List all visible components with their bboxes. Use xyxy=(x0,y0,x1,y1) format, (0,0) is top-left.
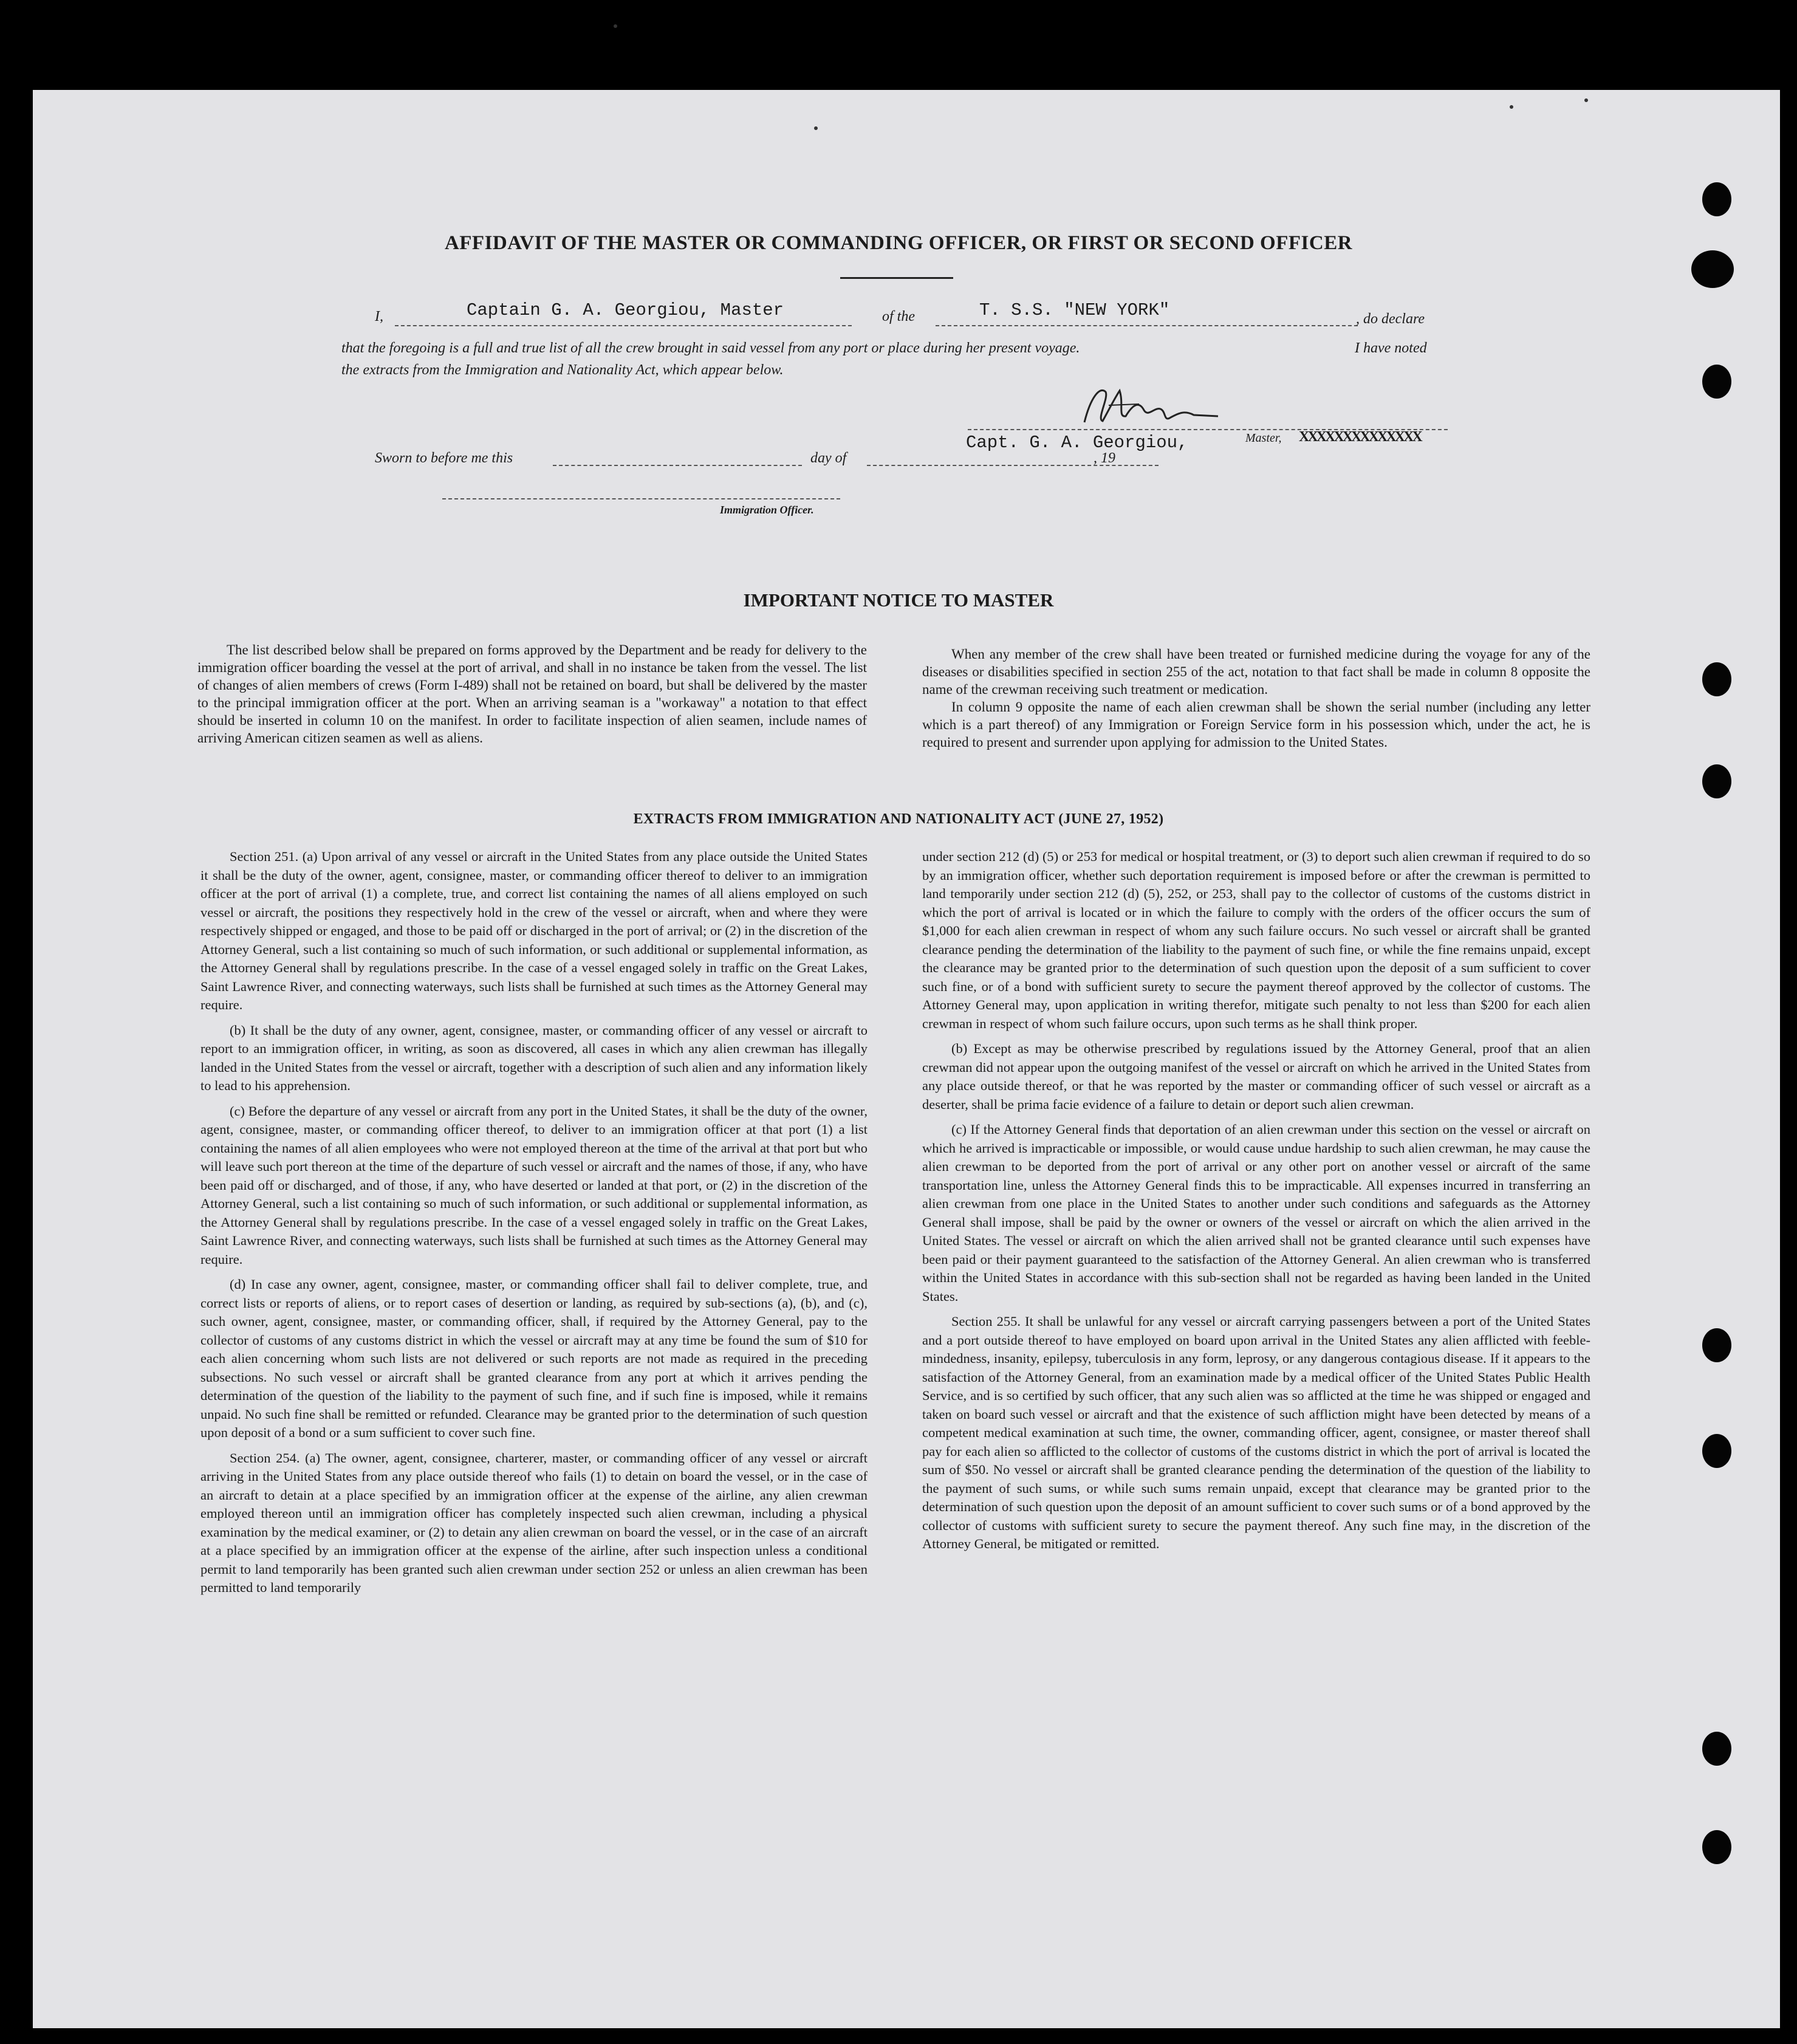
act-paragraph: (b) It shall be the duty of any owner, agent, consignee, master, or commanding officer of any vessel or aircraft to report to an immigration officer, in writing, as soon as discovered, all cases in which any alien crewman has illegally landed in the United States from the vessel or aircraft, together with a description of such alien and any information likely to lead to his apprehension. xyxy=(200,1022,868,1093)
do-declare-label: , do declare xyxy=(1356,311,1425,327)
speck xyxy=(1584,98,1588,102)
master-name-field: Captain G. A. Georgiou, Master xyxy=(467,300,784,320)
i-label: I, xyxy=(375,309,383,324)
notice-heading: IMPORTANT NOTICE TO MASTER xyxy=(743,589,1054,611)
act-paragraph: (c) If the Attorney General finds that deportation of an alien crewman under this section on the vessel or aircraft on which he arrived is impracticable or impossible, or would cause undue hardship to such alien crewman, he may cause the alien crewman to be deported from the port of arrival or any other port on another vessel or aircraft of the same transportation line, unless the Attorney General finds this to be impracticable. All expenses incurred in transferring an alien crewman from one place in the United States to another under such conditions and safeguards as the Attorney General shall impose, shall be paid by the owner or owners of the vessel or aircraft on which the alien arrived in the United States. The vessel or aircraft on which the alien arrived shall not be granted clearance until such expenses have been paid or their payment guaranteed to the satisfaction of the Attorney General. An alien crewman who is transferred within the United States in accordance with this sub-section shall not be regarded as having been landed in the United States. xyxy=(922,1122,1590,1304)
notice-paragraph: The list described below shall be prepared on forms approved by the Department and be ready for delivery to the immigration officer boarding the vessel at the port of arrival, and shall in no instance be taken from the vessel. The list of changes of alien members of crews (Form I-489) shall not be retained on board, but shall be delivered by the master to the principal immigration officer at the port. When an arriving seaman is a "workaway" a notation to that effect should be inserted in column 10 on the manifest. In order to facilitate inspection of alien seamen, include names of arriving American citizen seamen as well as aliens. xyxy=(197,642,867,746)
extracts-right-column xyxy=(922,848,1590,1560)
act-paragraph: under section 212 (d) (5) or 253 for medical or hospital treatment, or (3) to deport such alien crewman if required to do so by an immigration officer, whether such deportation requirement is imposed before or after the crewman is permitted to land temporarily under section 212 (d) (5), 252, or 253, shall pay to the collector of customs of the customs district in which the port of arrival is located or in which the failure to comply with the orders of the officer occurs the sum of $1,000 for each alien crewman in respect of whom any such failure occurs. No such vessel or aircraft shall be granted clearance pending the determination of the liability to the payment of such fine, or while the fine remains unpaid, except the clearance may be granted prior to the determination of such question upon the deposit of a sum sufficient to cover such fine, or of a bond with sufficient surety to secure the payment thereof approved by the collector of customs. The Attorney General may, upon application in writing therefor, mitigate such penalty to not less than $200 for each alien crewman in respect of whom such failure occurs, upon such terms as he shall think proper. xyxy=(922,849,1590,1031)
declaration-line-2: the extracts from the Immigration and Nationality Act, which appear below. xyxy=(341,362,784,378)
day-of-label: day of xyxy=(810,450,847,466)
act-paragraph: (b) Except as may be otherwise prescribed by regulations issued by the Attorney General, proof that an alien crewman did not appear upon the outgoing manifest of the vessel or aircraft on which he arrived in the United States from any place outside thereof, or that he was reported by the master or commanding officer of such vessel or aircraft as a deserter, shall be prima facie evidence of a failure to detain or deport such alien crewman. xyxy=(922,1041,1590,1112)
binder-hole xyxy=(1702,662,1731,696)
vessel-name-field: T. S.S. "NEW YORK" xyxy=(979,300,1170,320)
binder-hole xyxy=(1702,1434,1731,1468)
signer-typed-name: Capt. G. A. Georgiou, xyxy=(966,433,1188,453)
notice-left-column xyxy=(197,641,867,753)
binder-hole xyxy=(1702,764,1731,798)
act-paragraph: (d) In case any owner, agent, consignee, master, or commanding officer shall fail to deliver complete, true, and correct lists or reports of aliens, or to report cases of desertion or landing, as required by sub-sections (a), (b), and (c), such owner, agent, consignee, master, or commanding officer, shall, if required by the Attorney General, pay to the collector of customs of any customs district in which the vessel or aircraft may at any time be found the sum of $10 for each alien concerning whom such lists are not delivered or such reports are not made as required in the preceding subsections. No such vessel or aircraft shall be granted clearance from any port at which it arrives pending the determination of the question of the liability to the payment of such fine, and if such fine is imposed, while it remains unpaid. No such fine shall be remitted or refunded. Clearance may be granted prior to the determination of such question upon deposit of a bond or a sum sufficient to cover such fine. xyxy=(200,1277,868,1440)
officer-signature-line xyxy=(442,498,840,499)
vessel-name-line xyxy=(936,325,1358,326)
affidavit-title: AFFIDAVIT OF THE MASTER OR COMMANDING OFFICER, OR FIRST OR SECOND OFFICER xyxy=(444,232,1353,254)
binder-hole xyxy=(1702,1830,1731,1864)
year-label: , 19 xyxy=(1094,450,1115,466)
master-name-line xyxy=(395,325,852,326)
sworn-label: Sworn to before me this xyxy=(375,450,513,466)
binder-hole xyxy=(1691,250,1734,288)
immigration-officer-label: Immigration Officer. xyxy=(720,504,814,516)
act-paragraph: Section 251. (a) Upon arrival of any vessel or aircraft in the United States from any place outside the United States it shall be the duty of the owner, agent, consignee, master, or commanding officer thereof to deliver to an immigration officer at the port of arrival (1) a complete, true, and correct list containing the names of all aliens employed on such vessel or aircraft, the positions they respectively hold in the crew of the vessel or aircraft, when and where they were respectively shipped or engaged, and those to be paid off or discharged in the port of arrival; or (2) in the discretion of the Attorney General, such a list containing so much of such information, or such additional or supplemental information, as the Attorney General shall by regulations prescribe. In the case of a vessel engaged solely in traffic on the Great Lakes, Saint Lawrence River, and connecting waterways, such lists shall be furnished at such times as the Attorney General may require. xyxy=(200,849,868,1012)
notice-right-column xyxy=(922,645,1590,758)
speck xyxy=(614,24,617,28)
master-label: Master, xyxy=(1245,431,1282,445)
declaration-line-1: that the foregoing is a full and true list of all the crew brought in said vessel from any port or place during her present voyage. xyxy=(341,340,1080,356)
act-paragraph: (c) Before the departure of any vessel or aircraft from any port in the United States, it shall be the duty of the owner, agent, consignee, master, or commanding officer thereof, to deliver to an immigration officer at that port (1) a list containing the names of all alien employees who were not employed thereon at the time of the arrival at that port but who will leave such port thereon at the time of the departure of such vessel or aircraft and the names of those, if any, who have been paid off or discharged, and of those, if any, who have deserted or landed at that port, or (2) in the discretion of the Attorney General, such a list containing so much of such information, or such additional or supplemental information, as the Attorney General shall by regulations prescribe. In the case of a vessel engaged solely in traffic on the Great Lakes, Saint Lawrence River, and connecting waterways, such lists shall be furnished at such times as the Attorney General may require. xyxy=(200,1103,868,1267)
speck xyxy=(814,126,818,130)
struck-out-title: XXXXXXXXXXXXXX xyxy=(1299,429,1421,445)
notice-paragraph: In column 9 opposite the name of each alien crewman shall be shown the serial number (including any letter which is a part thereof) of any Immigration or Foreign Service form in his possession which, under the act, he is required to present and surrender upon applying for admission to the United States. xyxy=(922,699,1590,750)
extracts-heading: EXTRACTS FROM IMMIGRATION AND NATIONALITY ACT (JUNE 27, 1952) xyxy=(633,811,1164,827)
sworn-day-line xyxy=(553,465,802,466)
handwritten-signature xyxy=(1072,380,1230,434)
speck xyxy=(1510,105,1513,109)
binder-hole xyxy=(1702,365,1731,399)
binder-hole xyxy=(1702,182,1731,216)
binder-hole xyxy=(1702,1328,1731,1362)
notice-paragraph: When any member of the crew shall have been treated or furnished medicine during the voyage for any of the diseases or disabilities specified in section 255 of the act, notation to that fact shall be made in column 8 opposite the name of the crewman receiving such treatment or medication. xyxy=(922,646,1590,697)
extracts-left-column xyxy=(200,848,868,1604)
title-underline xyxy=(840,277,953,279)
of-the-label: of the xyxy=(882,309,915,324)
act-paragraph: Section 255. It shall be unlawful for any vessel or aircraft carrying passengers between a port of the United States and a port outside thereof to have employed on board upon arrival in the United States any alien afflicted with feeble-mindedness, insanity, epilepsy, tuberculosis in any form, leprosy, or any dangerous contagious disease. If it appears to the satisfaction of the Attorney General, from an examination made by a medical officer of the United States Public Health Service, and is so certified by such officer, that any such alien was so afflicted at the time he was shipped or engaged and taken on board such vessel or aircraft and that the existence of such affliction might have been detected by means of a competent medical examination at such time, the owner, commanding officer, agent, consignee, or master thereof shall pay for each alien so afflicted to the collector of customs of the customs district in which the port of arrival is located the sum of $50. No vessel or aircraft shall be granted clearance pending the determination of the question of the liability to the payment of such sums, or while such sums remain unpaid, except that clearance may be granted prior to the determination of such question upon the deposit of an amount sufficient to cover such sums or of a bond approved by the collector of customs with sufficient surety to secure the payment thereof. Any such fine may, in the discretion of the Attorney General, be mitigated or remitted. xyxy=(922,1314,1590,1551)
binder-hole xyxy=(1702,1732,1731,1766)
act-paragraph: Section 254. (a) The owner, agent, consignee, charterer, master, or commanding officer of any vessel or aircraft arriving in the United States from any place outside thereof who fails (1) to detain on board the vessel, or in the case of an aircraft to detain at a place specified by an immigration officer at the expense of the airline, any alien crewman employed thereon until an immigration officer has completely inspected such alien crewman, including a physical examination by the medical examiner, or (2) to detain any alien crewman on board the vessel, or in the case of an aircraft at a place specified by an immigration officer at the expense of the airline, after such inspection unless a conditional permit to land temporarily has been granted such alien crewman under section 252 or unless an alien crewman has been permitted to land temporarily xyxy=(200,1450,868,1595)
i-have-noted: I have noted xyxy=(1355,340,1427,356)
